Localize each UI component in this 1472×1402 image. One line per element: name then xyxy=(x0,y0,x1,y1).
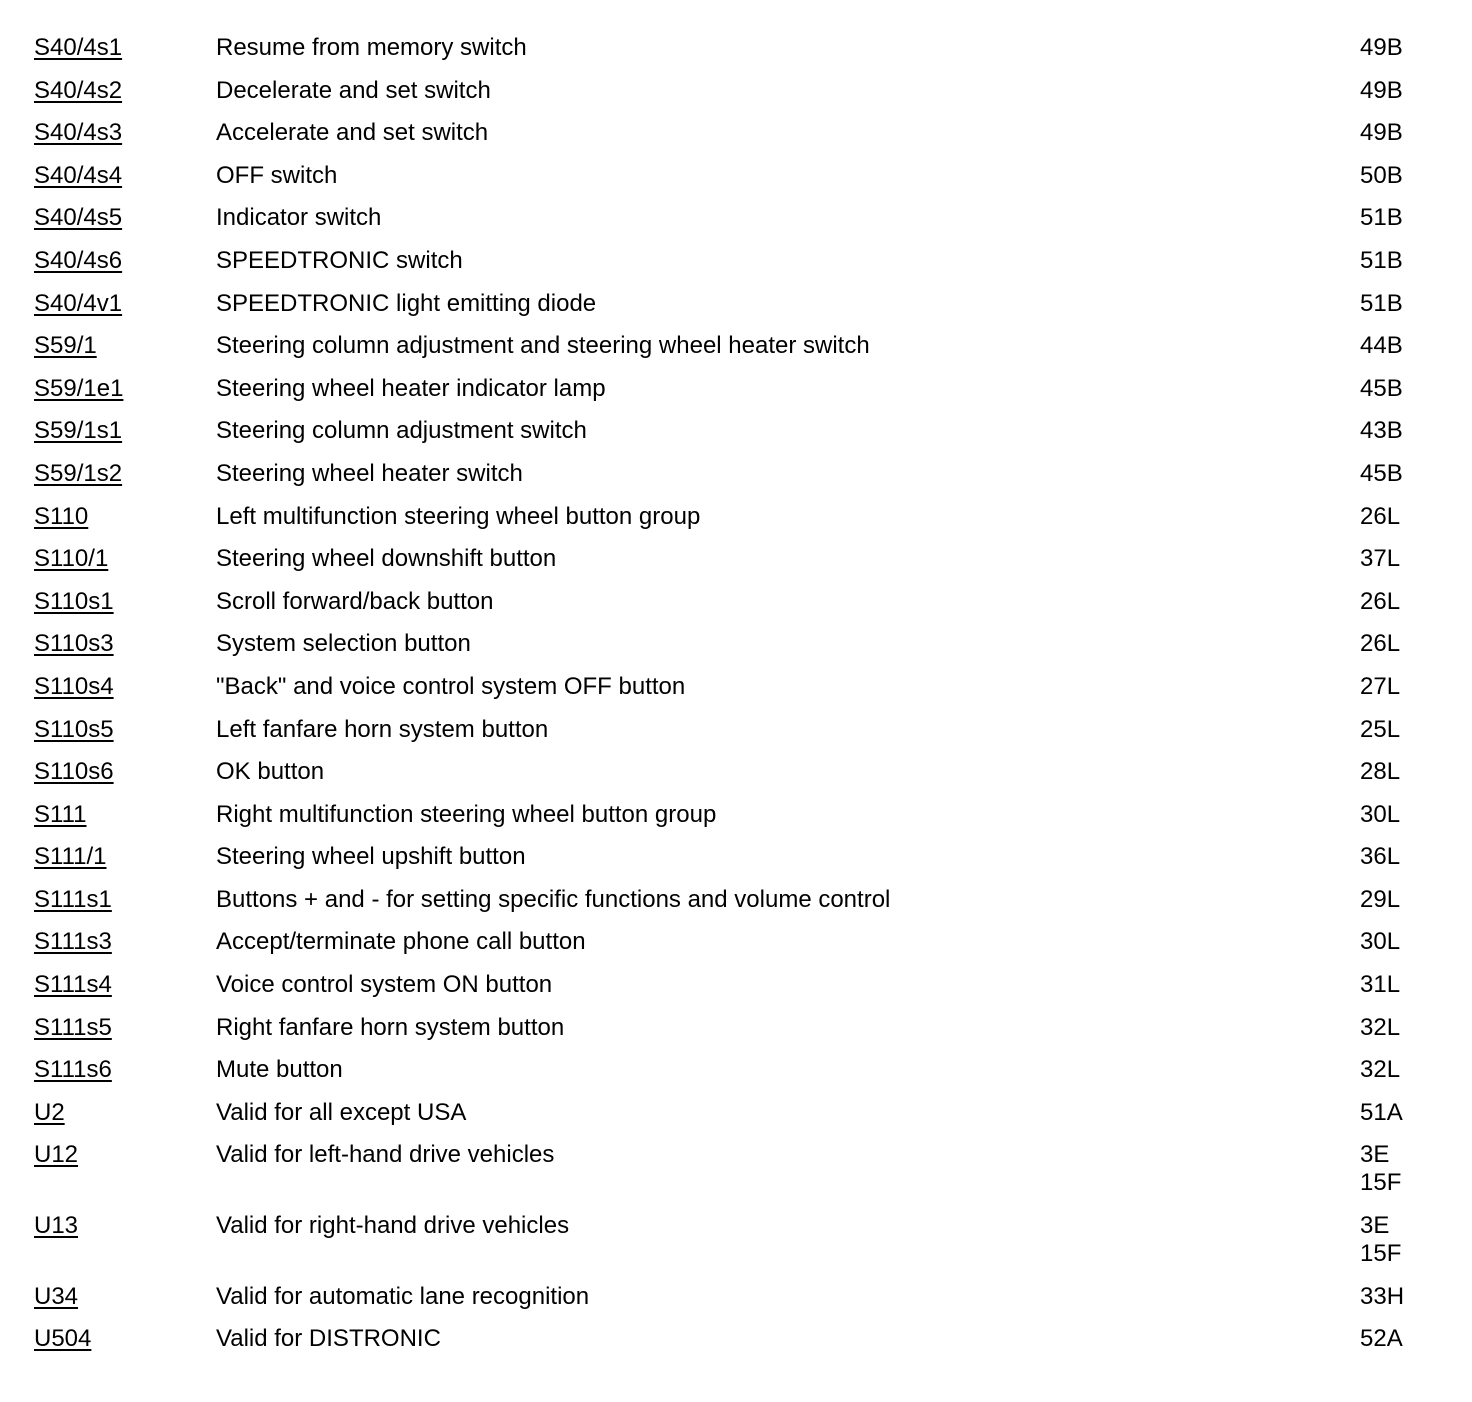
component-description: Decelerate and set switch xyxy=(216,76,491,104)
component-description: Valid for automatic lane recognition xyxy=(216,1282,590,1310)
grid-reference: 28L xyxy=(1360,758,1401,786)
component-description: "Back" and voice control system OFF button xyxy=(216,672,686,700)
legend-row xyxy=(34,247,1434,275)
grid-reference-list xyxy=(1360,375,1420,403)
legend-row xyxy=(34,928,1434,956)
legend-row xyxy=(34,417,1434,445)
component-description: Right fanfare horn system button xyxy=(216,1013,565,1041)
grid-reference-list xyxy=(1360,1141,1420,1197)
grid-reference-list xyxy=(1360,417,1420,445)
legend-row xyxy=(34,673,1434,701)
legend-row xyxy=(34,716,1434,744)
legend-row xyxy=(34,801,1434,829)
grid-reference-list xyxy=(1360,545,1420,573)
legend-row xyxy=(34,1141,1434,1197)
component-code-link[interactable]: U34 xyxy=(34,1282,79,1310)
legend-row xyxy=(34,1212,1434,1268)
component-code-link[interactable]: S40/4s5 xyxy=(34,204,123,232)
component-description: Steering wheel heater indicator lamp xyxy=(216,374,606,402)
legend-row xyxy=(34,1014,1434,1042)
grid-reference: 37L xyxy=(1360,545,1401,573)
legend-row xyxy=(34,971,1434,999)
component-code-link[interactable]: S110 xyxy=(34,502,89,530)
component-description: Right multifunction steering wheel button group xyxy=(216,800,717,828)
component-code-link[interactable]: S110s1 xyxy=(34,587,114,615)
component-description: Valid for left-hand drive vehicles xyxy=(216,1141,555,1169)
grid-reference: 36L xyxy=(1360,843,1401,871)
legend-row xyxy=(34,1325,1434,1353)
legend-row xyxy=(34,503,1434,531)
grid-reference: 51A xyxy=(1360,1098,1403,1126)
grid-reference: 27L xyxy=(1360,672,1401,700)
component-description: SPEEDTRONIC light emitting diode xyxy=(216,289,597,317)
component-code-link[interactable]: S59/1e1 xyxy=(34,374,124,402)
component-code-link[interactable]: U13 xyxy=(34,1212,79,1240)
grid-reference-list xyxy=(1360,673,1420,701)
component-description: Indicator switch xyxy=(216,204,382,232)
component-description: Steering column adjustment and steering wheel heater switch xyxy=(216,332,870,360)
grid-reference-list xyxy=(1360,1283,1420,1311)
grid-reference: 30L xyxy=(1360,928,1401,956)
legend-row xyxy=(34,1056,1434,1084)
grid-reference: 49B xyxy=(1360,119,1403,147)
grid-reference: 26L xyxy=(1360,630,1401,658)
grid-reference: 15F xyxy=(1360,1240,1402,1268)
grid-reference: 50B xyxy=(1360,161,1403,189)
component-code-link[interactable]: S111s3 xyxy=(34,928,112,956)
grid-reference-list xyxy=(1360,1212,1420,1268)
grid-reference: 26L xyxy=(1360,502,1401,530)
component-description: Scroll forward/back button xyxy=(216,587,494,615)
legend-row xyxy=(34,460,1434,488)
component-description: Left fanfare horn system button xyxy=(216,715,549,743)
component-description: Accept/terminate phone call button xyxy=(216,928,586,956)
component-code-link[interactable]: U2 xyxy=(34,1098,65,1126)
grid-reference-list xyxy=(1360,77,1420,105)
component-description: OFF switch xyxy=(216,161,338,189)
grid-reference: 30L xyxy=(1360,800,1401,828)
grid-reference-list xyxy=(1360,460,1420,488)
component-code-link[interactable]: S111/1 xyxy=(34,843,107,871)
component-description: Resume from memory switch xyxy=(216,34,527,61)
legend-row xyxy=(34,758,1434,786)
component-code-link[interactable]: S40/4s6 xyxy=(34,246,123,274)
component-code-link[interactable]: U504 xyxy=(34,1325,92,1353)
legend-row xyxy=(34,375,1434,403)
component-description: Steering wheel heater switch xyxy=(216,459,523,487)
component-code-link[interactable]: S59/1s2 xyxy=(34,459,123,487)
grid-reference-list xyxy=(1360,290,1420,318)
grid-reference-list xyxy=(1360,1325,1420,1353)
grid-reference-list xyxy=(1360,34,1420,62)
component-description: Valid for all except USA xyxy=(216,1098,467,1126)
component-description: Left multifunction steering wheel button group xyxy=(216,502,701,530)
component-description: Valid for right-hand drive vehicles xyxy=(216,1212,570,1240)
component-code-link[interactable]: S40/4v1 xyxy=(34,289,123,317)
grid-reference-list xyxy=(1360,588,1420,616)
grid-reference: 3E xyxy=(1360,1141,1390,1169)
grid-reference: 31L xyxy=(1360,971,1401,999)
grid-reference: 25L xyxy=(1360,715,1401,743)
component-code-link[interactable]: S111 xyxy=(34,800,87,828)
component-description: System selection button xyxy=(216,630,471,658)
legend-row xyxy=(34,34,1434,62)
grid-reference: 49B xyxy=(1360,76,1403,104)
legend-row xyxy=(34,332,1434,360)
component-description: SPEEDTRONIC switch xyxy=(216,246,463,274)
legend-row xyxy=(34,290,1434,318)
grid-reference-list xyxy=(1360,503,1420,531)
grid-reference-list xyxy=(1360,928,1420,956)
component-code-link[interactable]: S111s5 xyxy=(34,1013,112,1041)
grid-reference: 51B xyxy=(1360,204,1403,232)
grid-reference: 3E xyxy=(1360,1212,1390,1240)
legend-row xyxy=(34,119,1434,147)
component-description: Steering column adjustment switch xyxy=(216,417,587,445)
grid-reference-list xyxy=(1360,162,1420,190)
grid-reference-list xyxy=(1360,971,1420,999)
grid-reference-list xyxy=(1360,886,1420,914)
component-description: Accelerate and set switch xyxy=(216,119,489,147)
component-legend-list xyxy=(34,34,1434,1368)
grid-reference-list xyxy=(1360,801,1420,829)
component-code-link[interactable]: S40/4s4 xyxy=(34,161,123,189)
legend-row xyxy=(34,1099,1434,1127)
grid-reference: 51B xyxy=(1360,289,1403,317)
component-description: Buttons + and - for setting specific functions and volume control xyxy=(216,885,891,913)
grid-reference: 49B xyxy=(1360,34,1403,61)
legend-row xyxy=(34,843,1434,871)
legend-row xyxy=(34,886,1434,914)
grid-reference: 52A xyxy=(1360,1325,1403,1353)
component-description: Valid for DISTRONIC xyxy=(216,1325,441,1353)
grid-reference-list xyxy=(1360,630,1420,658)
component-code-link[interactable]: S59/1 xyxy=(34,332,97,360)
grid-reference: 32L xyxy=(1360,1056,1401,1084)
legend-row xyxy=(34,588,1434,616)
component-code-link[interactable]: S110s5 xyxy=(34,715,114,743)
grid-reference: 43B xyxy=(1360,417,1403,445)
component-code-link[interactable]: S40/4s1 xyxy=(34,34,123,61)
component-code-link[interactable]: S110s3 xyxy=(34,630,114,658)
component-code-link[interactable]: U12 xyxy=(34,1141,79,1169)
grid-reference-list xyxy=(1360,332,1420,360)
grid-reference-list xyxy=(1360,1056,1420,1084)
component-description: Mute button xyxy=(216,1056,343,1084)
grid-reference: 44B xyxy=(1360,332,1403,360)
component-code-link[interactable]: S40/4s3 xyxy=(34,119,123,147)
grid-reference: 26L xyxy=(1360,587,1401,615)
component-code-link[interactable]: S59/1s1 xyxy=(34,417,123,445)
grid-reference: 32L xyxy=(1360,1013,1401,1041)
grid-reference-list xyxy=(1360,1099,1420,1127)
grid-reference-list xyxy=(1360,1014,1420,1042)
legend-row xyxy=(34,545,1434,573)
legend-row xyxy=(34,630,1434,658)
legend-row xyxy=(34,77,1434,105)
legend-row xyxy=(34,162,1434,190)
component-code-link[interactable]: S110s6 xyxy=(34,758,114,786)
grid-reference: 51B xyxy=(1360,246,1403,274)
component-code-link[interactable]: S111s4 xyxy=(34,971,112,999)
component-description: Voice control system ON button xyxy=(216,971,553,999)
grid-reference-list xyxy=(1360,758,1420,786)
grid-reference-list xyxy=(1360,843,1420,871)
legend-row xyxy=(34,204,1434,232)
component-code-link[interactable]: S111s6 xyxy=(34,1056,112,1084)
legend-row xyxy=(34,1283,1434,1311)
component-code-link[interactable]: S40/4s2 xyxy=(34,76,123,104)
grid-reference: 33H xyxy=(1360,1282,1405,1310)
component-code-link[interactable]: S110/1 xyxy=(34,545,109,573)
grid-reference: 29L xyxy=(1360,885,1401,913)
grid-reference-list xyxy=(1360,119,1420,147)
grid-reference: 45B xyxy=(1360,459,1403,487)
grid-reference-list xyxy=(1360,204,1420,232)
grid-reference-list xyxy=(1360,247,1420,275)
component-description: OK button xyxy=(216,758,325,786)
grid-reference: 45B xyxy=(1360,374,1403,402)
component-code-link[interactable]: S111s1 xyxy=(34,885,112,913)
grid-reference-list xyxy=(1360,716,1420,744)
component-code-link[interactable]: S110s4 xyxy=(34,672,114,700)
component-description: Steering wheel downshift button xyxy=(216,545,557,573)
grid-reference: 15F xyxy=(1360,1169,1402,1197)
component-description: Steering wheel upshift button xyxy=(216,843,526,871)
